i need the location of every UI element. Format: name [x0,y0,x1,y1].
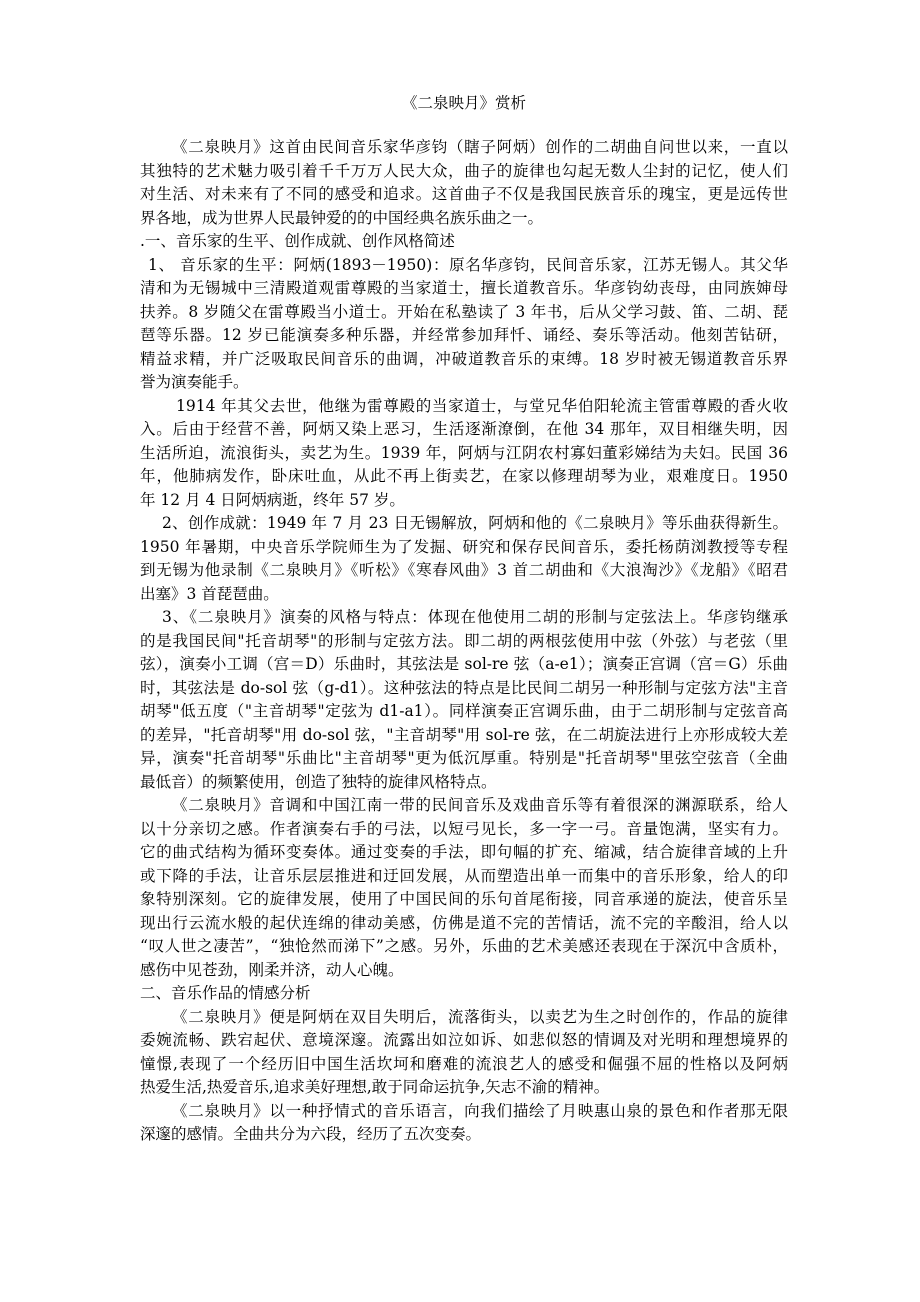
text-line: 憧憬,表现了一个经历旧中国生活坎坷和磨难的流浪艺人的感受和倔强不屈的性格以及阿炳 [140,1054,788,1073]
text-line: 它的曲式结构为循环变奏体。通过变奏的手法，即句幅的扩充、缩减，结合旋律音域的上升 [140,843,788,861]
text-line: 感伤中见苍劲，刚柔并济，动人心魄。 [140,960,404,979]
paragraph [140,230,788,254]
text-line: 胡琴"低五度（"主音胡琴"定弦为 d1-a1）。同样演奏正宫调乐曲，由于二胡形制与定弦音高 [140,702,788,720]
text-line: 3、《二泉映月》演奏的风格与特点：体现在他使用二胡的形制与定弦法上。华彦钧继承 [162,608,788,626]
paragraph [140,794,788,982]
paragraph [140,136,788,230]
text-line: 以十分亲切之感。作者演奏右手的弓法，以短弓见长，多一字一弓。音量饱满，坚实有力。 [140,819,788,838]
paragraph [140,606,788,794]
document-body [140,136,788,1147]
text-line: 誉为演奏能手。 [140,373,249,391]
paragraph [140,512,788,606]
text-line: 出塞》3 首琵琶曲。 [140,584,279,603]
text-line: 入。后由于经营不善，阿炳又染上恶习，生活逐渐潦倒，在他 34 那年，双目相继失明，因 [140,420,788,438]
text-line: .一、音乐家的生平、创作成就、创作风格简述 [140,232,455,250]
paragraph [140,1006,788,1100]
text-line: 弦），演奏小工调（宫＝D）乐曲时，其弦法是 sol-re 弦（a-e1）；演奏正宫调（宫＝G）乐曲 [140,655,788,673]
text-line: 时，其弦法是 do-sol 弦（g-d1）。这种弦法的特点是比民间二胡另一种形制与定弦方法"主音 [140,678,788,697]
paragraph [140,1100,788,1147]
paragraph [140,395,788,513]
text-line: 琶等乐器。12 岁已能演奏多种乐器，并经常参加拜忏、诵经、奏乐等活动。他刻苦钻研， [140,326,788,344]
text-line: 《二泉映月》音调和中国江南一带的民间音乐及戏曲音乐等有着很深的渊源联系，给人 [172,796,788,814]
paragraph [140,254,788,395]
paragraph [140,982,788,1006]
text-line: 的是我国民间"托音胡琴"的形制与定弦方法。即二胡的两根弦使用中弦（外弦）与老弦（里 [140,631,788,650]
text-line: 年，他肺病发作，卧床吐血，从此不再上街卖艺，在家以修理胡琴为业，艰难度日。1950 [140,467,788,485]
text-line: 委婉流畅、跌宕起伏、意境深邃。流露出如泣如诉、如悲似怒的情调及对光明和理想境界的 [140,1031,788,1049]
text-line: 异，演奏"托音胡琴"乐曲比"主音胡琴"更为低沉厚重。特别是"托音胡琴"里弦空弦音（全曲 [140,749,788,767]
text-line: 对生活、对未来有了不同的感受和追求。这首曲子不仅是我国民族音乐的瑰宝，更是远传世 [140,185,788,203]
text-line: 热爱生活,热爱音乐,追求美好理想,敢于同命运抗争,矢志不渝的精神。 [140,1078,610,1096]
text-line: 《二泉映月》这首由民间音乐家华彦钧（瞎子阿炳）创作的二胡曲自问世以来，一直以 [172,138,788,156]
text-line: 最低音）的频繁使用，创造了独特的旋律风格特点。 [140,772,497,791]
document-title: 《二泉映月》赏析 [401,94,526,112]
text-line: 界各地，成为世界人民最钟爱的的中国经典名族乐曲之一。 [140,208,544,227]
text-line: 二、音乐作品的情感分析 [140,984,311,1002]
text-line: 现出行云流水般的起伏连绵的律动美感，仿佛是道不完的苦情话，流不完的辛酸泪，给人以 [140,913,788,932]
text-line: 生活所迫，流浪街头，卖艺为生。1939 年，阿炳与江阴农村寡妇董彩娣结为夫妇。民国 36 [140,443,788,462]
text-line: 精益求精，并广泛吸取民间音乐的曲调，冲破道教音乐的束缚。18 岁时被无锡道教音乐界 [140,349,788,368]
text-line: 或下降的手法，让音乐层层推进和迂回发展，从而塑造出单一而集中的音乐形象，给人的印 [140,866,788,885]
text-line: “叹人世之凄苦”，“独怆然而涕下”之感。另外，乐曲的艺术美感还表现在于深沉中含质朴， [140,937,788,955]
text-line: 《二泉映月》以一种抒情式的音乐语言，向我们描绘了月映惠山泉的景色和作者那无限 [172,1101,788,1120]
text-line: 象特别深刻。它的旋律发展，使用了中国民间的乐句首尾衔接，同音承递的旋法，使音乐呈 [140,890,788,908]
text-line: 1、 音乐家的生平：阿炳(1893－1950)：原名华彦钧，民间音乐家，江苏无锡人。其父华 [148,255,788,274]
text-line: 扶养。8 岁随父在雷尊殿当小道士。开始在私塾读了 3 年书，后从父学习鼓、笛、二胡、琵 [140,302,788,321]
text-line: 年 12 月 4 日阿炳病逝，终年 57 岁。 [140,490,405,509]
text-line: 到无锡为他录制《二泉映月》《听松》《寒春风曲》3 首二胡曲和《大浪淘沙》《龙船》《昭君 [140,561,788,579]
text-line: 2、创作成就：1949 年 7 月 23 日无锡解放，阿炳和他的《二泉映月》等乐曲获得新生。 [162,514,788,532]
text-line: 1950 年暑期，中央音乐学院师生为了发掘、研究和保存民间音乐，委托杨荫浏教授等专程 [140,537,788,556]
text-line: 清和为无锡城中三清殿道观雷尊殿的当家道士，擅长道教音乐。华彦钧幼丧母，由同族婶母 [140,279,788,297]
text-line: 的差异，"托音胡琴"用 do-sol 弦，"主音胡琴"用 sol-re 弦，在二胡旋法进行上亦形成较大差 [140,725,788,744]
text-line: 1914 年其父去世，他继为雷尊殿的当家道士，与堂兄华伯阳轮流主管雷尊殿的香火收 [176,396,788,415]
text-line: 《二泉映月》便是阿炳在双目失明后，流落街头，以卖艺为生之时创作的，作品的旋律 [172,1007,788,1026]
text-line: 其独特的艺术魅力吸引着千千万万人民大众，曲子的旋律也勾起无数人尘封的记忆，使人们 [140,161,788,180]
text-line: 深邃的感情。全曲共分为六段，经历了五次变奏。 [140,1125,482,1143]
